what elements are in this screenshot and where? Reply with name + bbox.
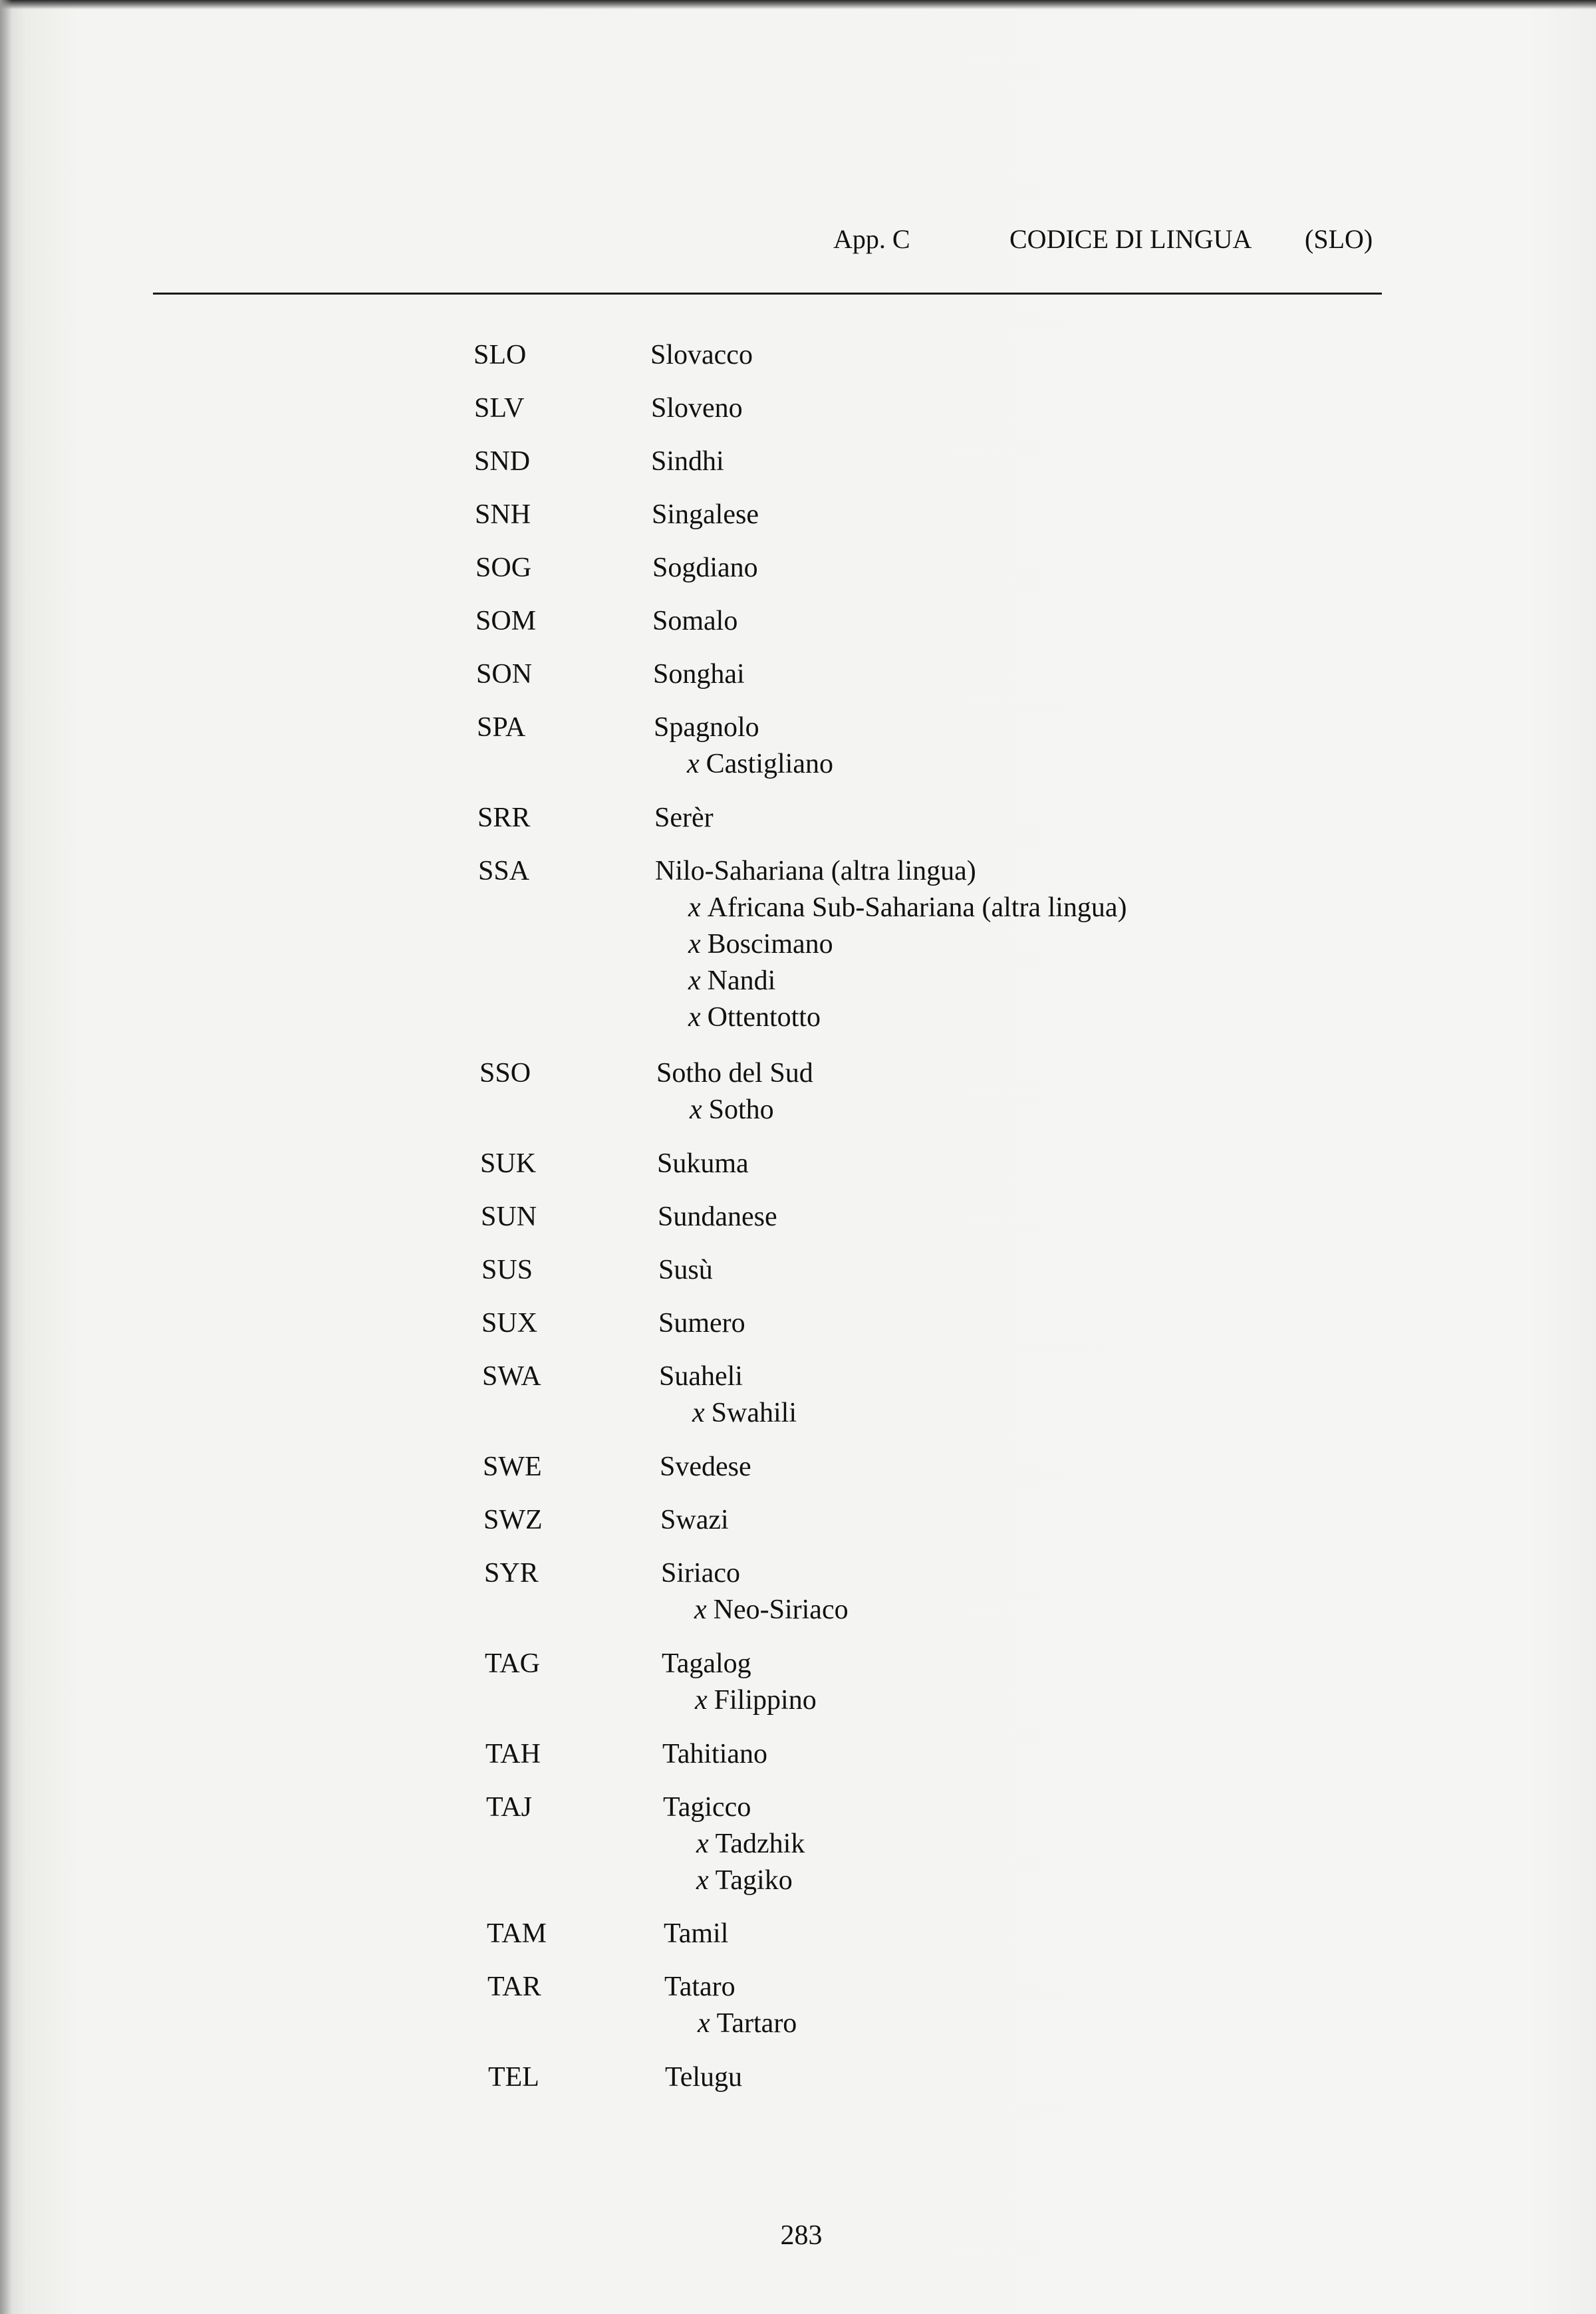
language-name: Slovacco: [650, 340, 753, 370]
language-code: SYR: [484, 1558, 539, 1589]
see-also-reference: [687, 745, 833, 783]
see-also-term: Tadzhik: [715, 1829, 805, 1859]
language-code: SWZ: [483, 1505, 543, 1535]
language-name: Tagicco: [663, 1792, 751, 1823]
language-name: Suaheli: [659, 1361, 743, 1392]
see-also-term: Tartaro: [716, 2008, 797, 2039]
language-code: TAR: [487, 1972, 541, 2002]
language-code: TAJ: [486, 1792, 532, 1823]
language-name: Tataro: [664, 1972, 735, 2002]
language-code: SON: [476, 659, 533, 690]
see-also-reference: [688, 999, 821, 1036]
see-marker: x: [687, 749, 700, 779]
language-name: Svedese: [660, 1452, 751, 1482]
see-also-reference: [695, 1682, 817, 1719]
see-also-reference: [690, 1091, 774, 1128]
see-marker: x: [695, 1685, 708, 1716]
language-name: Swazi: [660, 1505, 729, 1535]
see-also-term: Castigliano: [706, 749, 833, 779]
see-marker: x: [696, 1865, 709, 1896]
language-code: SLV: [474, 393, 525, 424]
language-name: Sotho del Sud: [656, 1058, 813, 1089]
language-name: Sogdiano: [652, 553, 758, 583]
language-name: Tamil: [664, 1918, 729, 1949]
see-also-reference: [688, 962, 775, 999]
see-also-reference: [694, 1591, 849, 1628]
language-name: Sukuma: [657, 1148, 749, 1179]
see-also-reference: [696, 1862, 793, 1899]
language-name: Sloveno: [651, 393, 743, 424]
see-also-term: Ottentotto: [707, 1002, 821, 1033]
language-code: SSO: [479, 1058, 531, 1089]
language-code: SUX: [481, 1308, 538, 1339]
language-name: Tahitiano: [662, 1739, 768, 1769]
see-also-term: Swahili: [711, 1398, 797, 1428]
see-marker: x: [688, 1002, 701, 1033]
language-code: SPA: [477, 712, 526, 743]
see-also-reference: [698, 2005, 797, 2042]
see-also-term: Nandi: [707, 965, 776, 996]
language-code: TAM: [487, 1918, 547, 1949]
language-name: Susù: [658, 1255, 713, 1285]
language-name: Spagnolo: [654, 712, 759, 743]
language-code: SUN: [481, 1202, 537, 1232]
see-marker: x: [694, 1595, 707, 1625]
header-title: CODICE DI LINGUA: [1009, 224, 1252, 254]
language-code: SUK: [480, 1148, 537, 1179]
language-code: SND: [474, 446, 531, 477]
language-code: SOM: [475, 606, 537, 636]
language-name: Somalo: [652, 606, 738, 636]
language-name: Sindhi: [651, 446, 724, 477]
header-code-range: (SLO): [1305, 224, 1373, 254]
language-code: TAG: [485, 1648, 540, 1679]
language-name: Nilo-Sahariana (altra lingua): [655, 856, 976, 886]
language-code: SLO: [473, 340, 527, 370]
see-also-reference: [688, 926, 833, 963]
see-marker: x: [688, 892, 701, 923]
language-name: Sundanese: [658, 1202, 777, 1232]
see-marker: x: [688, 965, 701, 996]
language-name: Serèr: [654, 803, 714, 833]
language-name: Tagalog: [662, 1648, 751, 1679]
language-name: Siriaco: [661, 1558, 740, 1589]
see-marker: x: [690, 1094, 702, 1125]
language-code: SOG: [475, 553, 532, 583]
language-code: SNH: [475, 499, 531, 530]
see-also-reference: [692, 1394, 797, 1432]
see-marker: x: [692, 1398, 705, 1428]
language-name: Songhai: [653, 659, 745, 690]
see-also-term: Boscimano: [707, 929, 833, 960]
see-also-term: Africana Sub-Sahariana (altra lingua): [707, 892, 1127, 923]
see-marker: x: [698, 2008, 710, 2039]
header-appendix: App. C: [833, 224, 910, 254]
language-code: SSA: [478, 856, 530, 886]
see-also-term: Filippino: [714, 1685, 817, 1716]
language-code: SWA: [482, 1361, 541, 1392]
language-name: Singalese: [652, 499, 759, 530]
language-code: TEL: [488, 2062, 539, 2093]
see-also-reference: [696, 1825, 805, 1863]
see-also-term: Tagiko: [715, 1865, 793, 1896]
language-code: SRR: [477, 803, 531, 833]
language-name: Sumero: [658, 1308, 745, 1339]
language-code: TAH: [485, 1739, 541, 1769]
see-marker: x: [688, 929, 701, 960]
see-also-reference: [688, 889, 1127, 926]
see-also-term: Neo-Siriaco: [713, 1595, 849, 1625]
language-code: SUS: [481, 1255, 533, 1285]
page-number: 283: [780, 2220, 823, 2251]
see-also-term: Sotho: [708, 1094, 774, 1125]
language-name: Telugu: [665, 2062, 743, 2093]
language-code: SWE: [483, 1452, 542, 1482]
see-marker: x: [696, 1829, 709, 1859]
